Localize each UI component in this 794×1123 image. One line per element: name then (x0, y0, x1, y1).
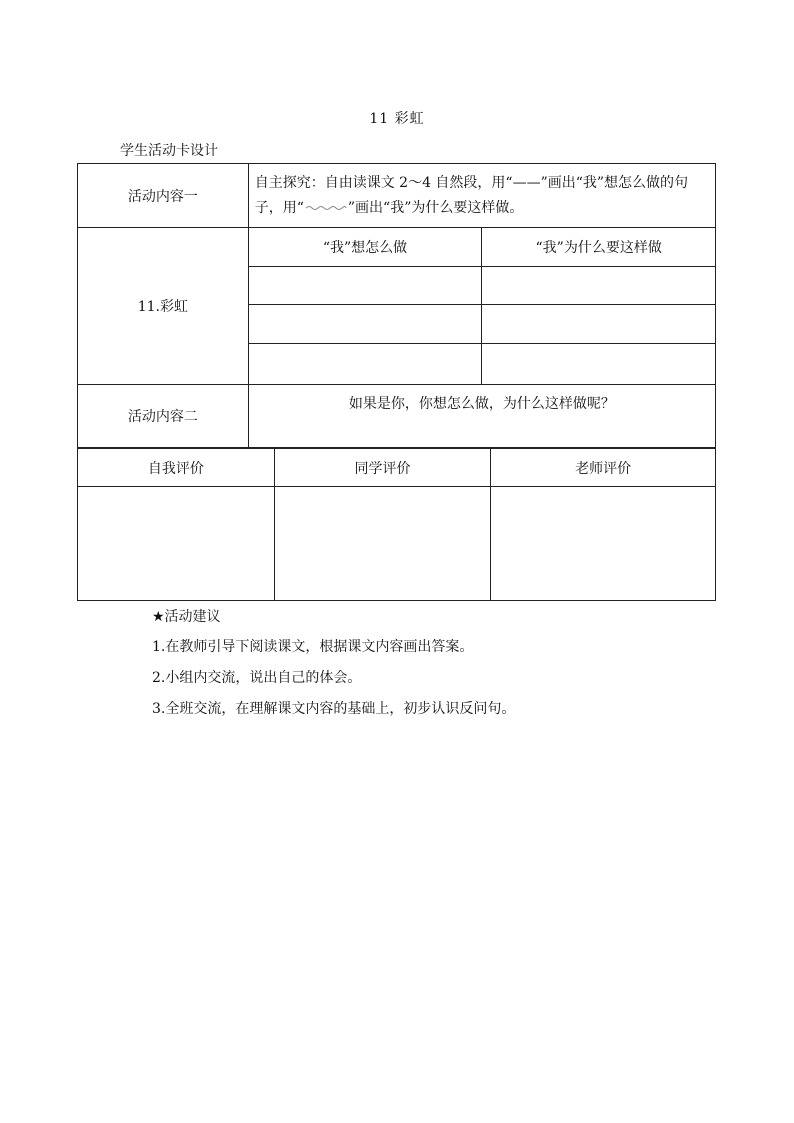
answer-cell[interactable] (482, 344, 716, 385)
self-evaluation-header: 自我评价 (78, 449, 275, 487)
self-evaluation-cell[interactable] (78, 487, 275, 601)
activity1-desc-part1: 自主探究：自由读课文 2～4 自然段，用“——”画出“我”想怎么做的句子，用“ (254, 174, 689, 216)
activity-table (77, 163, 716, 448)
answer-cell[interactable] (248, 267, 482, 305)
answer-cell[interactable] (248, 305, 482, 344)
teacher-evaluation-header: 老师评价 (491, 449, 716, 487)
activity1-label: 活动内容一 (78, 164, 249, 228)
activity2-label: 活动内容二 (78, 385, 249, 448)
lesson-label: 11.彩虹 (78, 228, 249, 385)
col-header-why: “我”为什么要这样做 (482, 228, 716, 267)
activity2-question: 如果是你，你想怎么做，为什么这样做呢？ (248, 385, 715, 448)
answer-cell[interactable] (482, 267, 716, 305)
suggestion-item: 2.小组内交流，说出自己的体会。 (152, 670, 362, 686)
suggestion-item: 1.在教师引导下阅读课文，根据课文内容画出答案。 (152, 639, 474, 655)
wavy-underline-icon (304, 203, 348, 213)
teacher-evaluation-cell[interactable] (491, 487, 716, 601)
peer-evaluation-cell[interactable] (274, 487, 491, 601)
page-subtitle: 学生活动卡设计 (120, 143, 218, 159)
suggestions-heading: ★活动建议 (152, 609, 221, 625)
activity1-description (248, 164, 715, 228)
suggestion-item: 3.全班交流，在理解课文内容的基础上，初步认识反问句。 (152, 701, 516, 717)
col-header-how: “我”想怎么做 (248, 228, 482, 267)
page-title: 11 彩虹 (369, 111, 425, 127)
peer-evaluation-header: 同学评价 (274, 449, 491, 487)
answer-cell[interactable] (248, 344, 482, 385)
activity-suggestions (152, 606, 515, 729)
activity1-desc-part2: ”画出“我”为什么要这样做。 (347, 199, 524, 216)
answer-cell[interactable] (482, 305, 716, 344)
evaluation-table (77, 448, 716, 601)
